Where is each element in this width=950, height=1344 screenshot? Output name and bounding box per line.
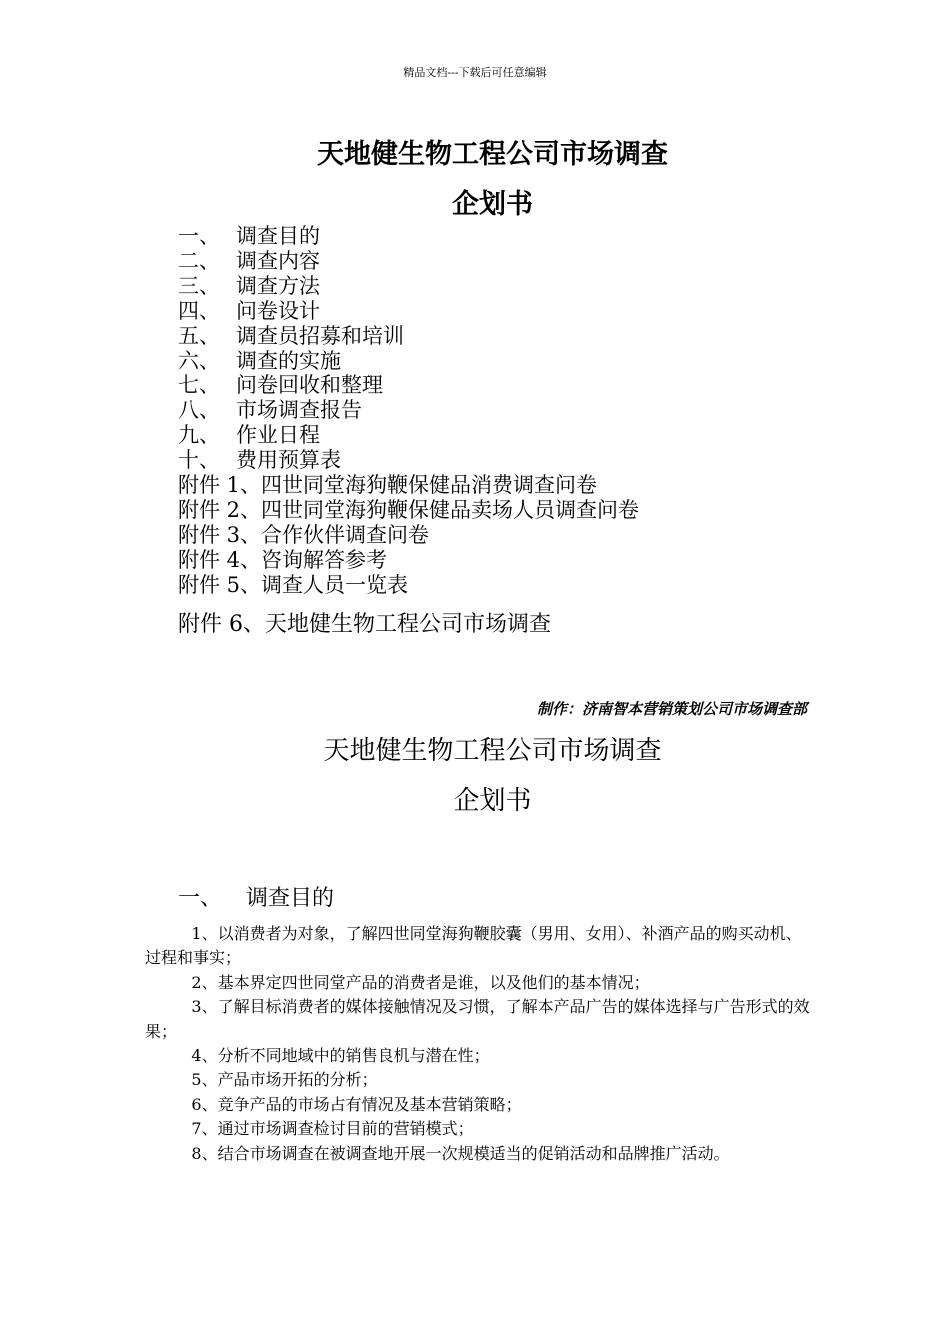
toc-number: 八、 — [178, 398, 220, 423]
header-note: 精品文档---下载后可任意编辑 — [403, 66, 547, 79]
paragraph: 8、结合市场调查在被调查地开展一次规模适当的促销活动和品牌推广活动。 — [191, 1143, 730, 1163]
section-number: 一、 — [178, 886, 223, 911]
toc-text: 调查方法 — [236, 273, 320, 298]
section-heading — [178, 881, 334, 912]
appendix-item: 附件 5、调查人员一览表 — [178, 572, 409, 597]
toc-text: 问卷设计 — [236, 298, 320, 323]
toc-item — [178, 398, 639, 423]
main-title-line1: 天地健生物工程公司市场调查 — [323, 736, 662, 766]
toc-text: 作业日程 — [236, 423, 320, 448]
toc-item — [178, 349, 639, 374]
paragraph: 2、基本界定四世同堂产品的消费者是谁，以及他们的基本情况； — [191, 972, 650, 992]
toc-text: 问卷回收和整理 — [236, 373, 383, 398]
cover-title-line1: 天地健生物工程公司市场调查 — [317, 139, 668, 170]
section-body — [145, 922, 810, 1166]
toc-text: 费用预算表 — [236, 448, 341, 473]
toc-item — [178, 224, 639, 249]
toc-text: 调查的实施 — [236, 348, 341, 373]
paragraph: 6、竞争产品的市场占有情况及基本营销策略； — [191, 1094, 522, 1114]
toc-item — [178, 249, 639, 274]
toc-text: 调查内容 — [236, 248, 320, 273]
paragraph: 5、产品市场开拓的分析； — [191, 1070, 378, 1090]
paragraph: 3、了解目标消费者的媒体接触情况及习惯，了解本产品广告的媒体选择与广告形式的效果； — [145, 997, 810, 1041]
appendix-item: 附件 4、咨询解答参考 — [178, 547, 388, 572]
table-of-contents — [178, 224, 639, 598]
appendix-item: 附件 3、合作伙伴调查问卷 — [178, 522, 430, 547]
appendix-item: 附件 1、四世同堂海狗鞭保健品消费调查问卷 — [178, 473, 598, 498]
main-title-line2: 企划书 — [453, 786, 532, 816]
toc-number: 五、 — [178, 323, 220, 348]
appendix-item-last: 附件 6、天地健生物工程公司市场调查 — [178, 612, 551, 637]
toc-number: 七、 — [178, 373, 220, 398]
toc-number: 四、 — [178, 298, 220, 323]
toc-number: 九、 — [178, 423, 220, 448]
cover-title-line2: 企划书 — [452, 189, 533, 220]
toc-item — [178, 373, 639, 398]
paragraph: 1、以消费者为对象，了解四世同堂海狗鞭胶囊（男用、女用）、补酒产品的购买动机、过程和事实； — [145, 924, 802, 968]
toc-number: 一、 — [178, 224, 220, 248]
toc-text: 调查目的 — [236, 224, 320, 248]
toc-number: 六、 — [178, 348, 220, 373]
toc-item — [178, 423, 639, 448]
toc-number: 三、 — [178, 273, 220, 298]
toc-text: 市场调查报告 — [236, 398, 362, 423]
toc-item — [178, 274, 639, 299]
toc-item — [178, 299, 639, 324]
toc-number: 十、 — [178, 448, 220, 473]
appendix-item: 附件 2、四世同堂海狗鞭保健品卖场人员调查问卷 — [178, 497, 640, 522]
paragraph: 4、分析不同地域中的销售良机与潜在性； — [191, 1046, 490, 1066]
toc-text: 调查员招募和培训 — [236, 323, 404, 348]
toc-number: 二、 — [178, 248, 220, 273]
paragraph: 7、通过市场调查检讨目前的营销模式； — [191, 1119, 474, 1139]
credit-line: 制作：济南智本营销策划公司市场调查部 — [536, 700, 807, 718]
toc-item — [178, 324, 639, 349]
section-title: 调查目的 — [246, 886, 335, 911]
toc-item — [178, 448, 639, 473]
